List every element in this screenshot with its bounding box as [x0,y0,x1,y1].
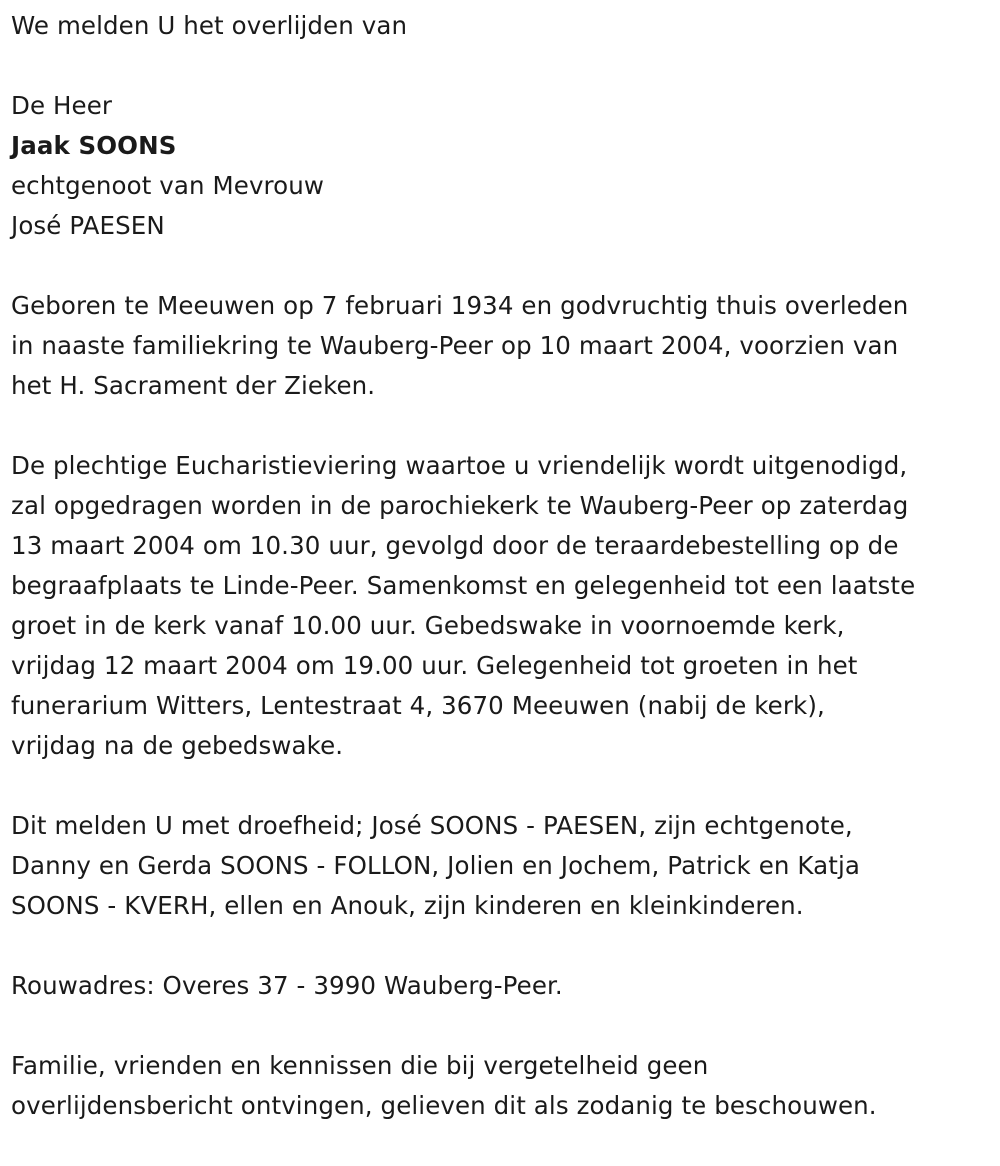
closing-paragraph [11,1046,996,1126]
spacer [11,406,996,446]
ceremony-paragraph [11,446,996,766]
text-line: SOONS - KVERH, ellen en Anouk, zijn kinderen en kleinkinderen. [11,891,804,920]
text-line: Danny en Gerda SOONS - FOLLON, Jolien en Jochem, Patrick en Katja [11,851,860,880]
text-line: funerarium Witters, Lentestraat 4, 3670 Meeuwen (nabij de kerk), [11,691,825,720]
text-line: in naaste familiekring te Wauberg-Peer op 10 maart 2004, voorzien van [11,331,899,360]
spacer [11,1006,996,1046]
text-line: begraafplaats te Linde-Peer. Samenkomst en gelegenheid tot een laatste [11,571,916,600]
spacer [11,246,996,286]
text-line: zal opgedragen worden in de parochiekerk te Wauberg-Peer op zaterdag [11,491,909,520]
family-paragraph [11,806,996,926]
death-notice [11,6,996,1126]
spouse-name: José PAESEN [11,211,165,240]
spouse-label: echtgenoot van Mevrouw [11,171,325,200]
spacer [11,926,996,966]
intro-line: We melden U het overlijden van [11,11,408,40]
text-line: groet in de kerk vanaf 10.00 uur. Gebedswake in voornoemde kerk, [11,611,845,640]
spacer [11,766,996,806]
spacer [11,46,996,86]
text-line: Familie, vrienden en kennissen die bij vergetelheid geen [11,1051,709,1080]
text-line: het H. Sacrament der Zieken. [11,371,376,400]
text-line: 13 maart 2004 om 10.30 uur, gevolgd door de teraardebestelling op de [11,531,899,560]
birth-death-paragraph [11,286,996,406]
text-line: vrijdag na de gebedswake. [11,731,344,760]
text-line: vrijdag 12 maart 2004 om 19.00 uur. Gelegenheid tot groeten in het [11,651,858,680]
mourning-address: Rouwadres: Overes 37 - 3990 Wauberg-Peer. [11,971,563,1000]
text-line: Dit melden U met droefheid; José SOONS - PAESEN, zijn echtgenote, [11,811,853,840]
deceased-name: Jaak SOONS [11,131,177,160]
text-line: Geboren te Meeuwen op 7 februari 1934 en godvruchtig thuis overleden [11,291,909,320]
title-line: De Heer [11,91,113,120]
text-line: overlijdensbericht ontvingen, gelieven dit als zodanig te beschouwen. [11,1091,877,1120]
text-line: De plechtige Eucharistieviering waartoe u vriendelijk wordt uitgenodigd, [11,451,908,480]
